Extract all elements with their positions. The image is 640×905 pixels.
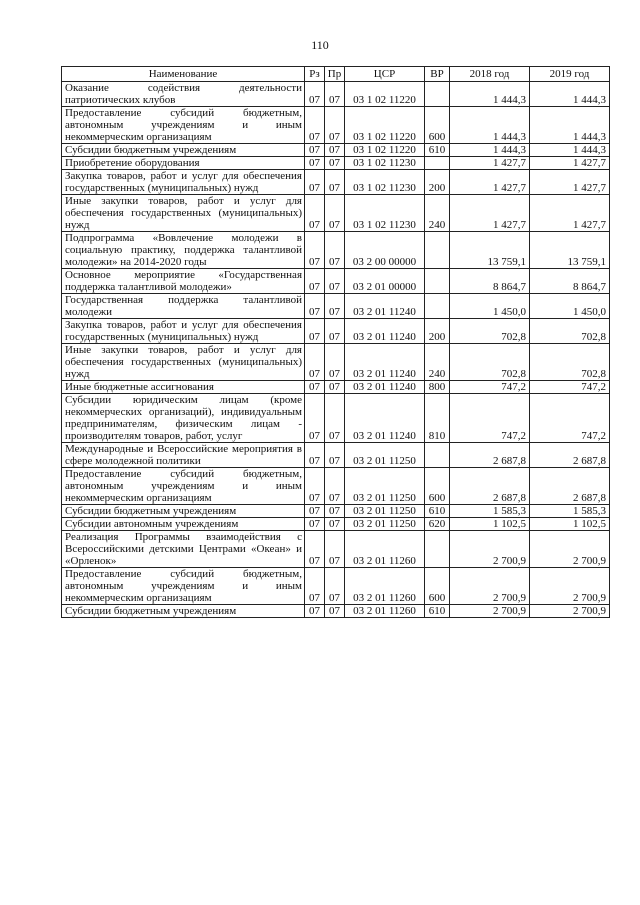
cell-name: Закупка товаров, работ и услуг для обеспечения государственных (муниципальных) нужд: [62, 319, 305, 344]
cell-2018: 702,8: [450, 319, 530, 344]
cell-2019: 2 687,8: [530, 443, 610, 468]
cell-rz: 07: [305, 294, 325, 319]
table-row: [62, 232, 610, 269]
cell-csr: 03 2 01 11260: [345, 605, 425, 618]
cell-2018: 2 700,9: [450, 531, 530, 568]
cell-2019: 1 450,0: [530, 294, 610, 319]
header-csr: ЦСР: [345, 67, 425, 82]
cell-name: Государственная поддержка талантливой молодежи: [62, 294, 305, 319]
cell-pr: 07: [325, 157, 345, 170]
cell-rz: 07: [305, 232, 325, 269]
cell-2018: 1 427,7: [450, 170, 530, 195]
cell-vr: [425, 232, 450, 269]
table-row: [62, 605, 610, 618]
cell-csr: 03 1 02 11220: [345, 144, 425, 157]
cell-name: Предоставление субсидий бюджетным, автономным учреждениям и иным некоммерческим организациям: [62, 568, 305, 605]
cell-2018: 1 585,3: [450, 505, 530, 518]
cell-vr: 200: [425, 319, 450, 344]
table-row: [62, 568, 610, 605]
cell-vr: 800: [425, 381, 450, 394]
cell-pr: 07: [325, 319, 345, 344]
cell-name: Международные и Всероссийские мероприятия в сфере молодежной политики: [62, 443, 305, 468]
cell-csr: 03 1 02 11230: [345, 170, 425, 195]
table-row: [62, 144, 610, 157]
cell-2019: 2 700,9: [530, 568, 610, 605]
cell-2018: 1 444,3: [450, 144, 530, 157]
cell-vr: 600: [425, 468, 450, 505]
cell-csr: 03 1 02 11220: [345, 82, 425, 107]
cell-rz: 07: [305, 107, 325, 144]
cell-2018: 2 687,8: [450, 468, 530, 505]
cell-csr: 03 2 00 00000: [345, 232, 425, 269]
cell-2019: 1 585,3: [530, 505, 610, 518]
cell-pr: 07: [325, 269, 345, 294]
cell-2018: 747,2: [450, 381, 530, 394]
cell-name: Реализация Программы взаимодействия с Всероссийскими детскими Центрами «Океан» и «Орленок»: [62, 531, 305, 568]
cell-name: Приобретение оборудования: [62, 157, 305, 170]
cell-pr: 07: [325, 531, 345, 568]
table-row: [62, 394, 610, 443]
cell-csr: 03 2 01 11260: [345, 568, 425, 605]
header-vr: ВР: [425, 67, 450, 82]
cell-name: Иные закупки товаров, работ и услуг для обеспечения государственных (муниципальных) нужд: [62, 195, 305, 232]
cell-name: Иные бюджетные ассигнования: [62, 381, 305, 394]
table-row: [62, 319, 610, 344]
cell-pr: 07: [325, 518, 345, 531]
cell-vr: 600: [425, 107, 450, 144]
cell-csr: 03 2 01 11240: [345, 294, 425, 319]
cell-rz: 07: [305, 195, 325, 232]
table-row: [62, 468, 610, 505]
cell-vr: [425, 157, 450, 170]
table-row: [62, 531, 610, 568]
cell-2019: 2 700,9: [530, 531, 610, 568]
table-row: [62, 294, 610, 319]
cell-2019: 13 759,1: [530, 232, 610, 269]
table-body: [62, 82, 610, 618]
cell-csr: 03 2 01 11240: [345, 381, 425, 394]
cell-rz: 07: [305, 468, 325, 505]
cell-rz: 07: [305, 344, 325, 381]
cell-csr: 03 2 01 11250: [345, 443, 425, 468]
header-rz: Рз: [305, 67, 325, 82]
cell-2019: 1 444,3: [530, 144, 610, 157]
cell-csr: 03 2 01 11250: [345, 518, 425, 531]
cell-2019: 2 700,9: [530, 605, 610, 618]
cell-2018: 2 687,8: [450, 443, 530, 468]
cell-2019: 702,8: [530, 319, 610, 344]
cell-vr: 600: [425, 568, 450, 605]
header-2019: 2019 год: [530, 67, 610, 82]
cell-vr: 810: [425, 394, 450, 443]
cell-csr: 03 2 01 00000: [345, 269, 425, 294]
cell-rz: 07: [305, 170, 325, 195]
cell-csr: 03 2 01 11250: [345, 468, 425, 505]
cell-rz: 07: [305, 82, 325, 107]
cell-name: Субсидии бюджетным учреждениям: [62, 144, 305, 157]
cell-pr: 07: [325, 82, 345, 107]
cell-pr: 07: [325, 294, 345, 319]
cell-2018: 1 427,7: [450, 157, 530, 170]
table-row: [62, 505, 610, 518]
cell-vr: [425, 269, 450, 294]
cell-2018: 747,2: [450, 394, 530, 443]
cell-rz: 07: [305, 518, 325, 531]
cell-vr: 610: [425, 505, 450, 518]
cell-rz: 07: [305, 443, 325, 468]
cell-pr: 07: [325, 232, 345, 269]
cell-name: Основное мероприятие «Государственная поддержка талантливой молодежи»: [62, 269, 305, 294]
cell-2018: 2 700,9: [450, 605, 530, 618]
table-row: [62, 443, 610, 468]
cell-2018: 8 864,7: [450, 269, 530, 294]
cell-2018: 1 444,3: [450, 107, 530, 144]
cell-name: Субсидии бюджетным учреждениям: [62, 605, 305, 618]
table-row: [62, 195, 610, 232]
cell-name: Субсидии юридическим лицам (кроме некоммерческих организаций), индивидуальным предпринимателям, физическим лицам - производителям товаров, работ, услуг: [62, 394, 305, 443]
cell-rz: 07: [305, 319, 325, 344]
cell-2019: 1 444,3: [530, 82, 610, 107]
cell-rz: 07: [305, 394, 325, 443]
cell-csr: 03 2 01 11240: [345, 344, 425, 381]
budget-table: [61, 66, 610, 618]
cell-pr: 07: [325, 344, 345, 381]
cell-name: Оказание содействия деятельности патриотических клубов: [62, 82, 305, 107]
cell-pr: 07: [325, 505, 345, 518]
cell-name: Иные закупки товаров, работ и услуг для обеспечения государственных (муниципальных) нужд: [62, 344, 305, 381]
cell-csr: 03 2 01 11260: [345, 531, 425, 568]
cell-pr: 07: [325, 568, 345, 605]
table-row: [62, 157, 610, 170]
cell-pr: 07: [325, 605, 345, 618]
cell-name: Субсидии автономным учреждениям: [62, 518, 305, 531]
cell-rz: 07: [305, 144, 325, 157]
cell-vr: [425, 443, 450, 468]
cell-name: Субсидии бюджетным учреждениям: [62, 505, 305, 518]
cell-vr: 200: [425, 170, 450, 195]
cell-2019: 8 864,7: [530, 269, 610, 294]
cell-rz: 07: [305, 505, 325, 518]
cell-pr: 07: [325, 195, 345, 232]
cell-name: Подпрограмма «Вовлечение молодежи в социальную практику, поддержка талантливой молодежи» на 2014-2020 годы: [62, 232, 305, 269]
cell-rz: 07: [305, 568, 325, 605]
cell-pr: 07: [325, 381, 345, 394]
header-name: Наименование: [62, 67, 305, 82]
cell-vr: 610: [425, 605, 450, 618]
cell-2019: 747,2: [530, 394, 610, 443]
cell-vr: [425, 82, 450, 107]
cell-vr: 240: [425, 195, 450, 232]
cell-2018: 1 102,5: [450, 518, 530, 531]
cell-pr: 07: [325, 107, 345, 144]
cell-pr: 07: [325, 144, 345, 157]
cell-2019: 1 427,7: [530, 170, 610, 195]
cell-pr: 07: [325, 394, 345, 443]
cell-rz: 07: [305, 157, 325, 170]
cell-vr: 240: [425, 344, 450, 381]
cell-2018: 1 427,7: [450, 195, 530, 232]
cell-csr: 03 1 02 11220: [345, 107, 425, 144]
cell-2018: 702,8: [450, 344, 530, 381]
page-number: 110: [311, 38, 329, 52]
cell-2019: 1 444,3: [530, 107, 610, 144]
cell-2018: 13 759,1: [450, 232, 530, 269]
cell-name: Предоставление субсидий бюджетным, автономным учреждениям и иным некоммерческим организациям: [62, 468, 305, 505]
cell-2019: 1 427,7: [530, 157, 610, 170]
cell-2018: 1 450,0: [450, 294, 530, 319]
cell-2019: 1 102,5: [530, 518, 610, 531]
table-header-row: [62, 67, 610, 82]
cell-pr: 07: [325, 468, 345, 505]
table-row: [62, 170, 610, 195]
cell-rz: 07: [305, 531, 325, 568]
header-pr: Пр: [325, 67, 345, 82]
table-row: [62, 518, 610, 531]
cell-vr: [425, 294, 450, 319]
table-row: [62, 107, 610, 144]
cell-name: Предоставление субсидий бюджетным, автономным учреждениям и иным некоммерческим организациям: [62, 107, 305, 144]
cell-rz: 07: [305, 381, 325, 394]
cell-csr: 03 2 01 11240: [345, 394, 425, 443]
cell-pr: 07: [325, 170, 345, 195]
cell-csr: 03 1 02 11230: [345, 157, 425, 170]
cell-2019: 747,2: [530, 381, 610, 394]
cell-vr: [425, 531, 450, 568]
table-row: [62, 269, 610, 294]
table-row: [62, 344, 610, 381]
cell-rz: 07: [305, 605, 325, 618]
cell-2019: 2 687,8: [530, 468, 610, 505]
cell-name: Закупка товаров, работ и услуг для обеспечения государственных (муниципальных) нужд: [62, 170, 305, 195]
cell-vr: 610: [425, 144, 450, 157]
cell-2018: 2 700,9: [450, 568, 530, 605]
cell-csr: 03 2 01 11250: [345, 505, 425, 518]
table-row: [62, 381, 610, 394]
cell-rz: 07: [305, 269, 325, 294]
cell-2019: 1 427,7: [530, 195, 610, 232]
cell-csr: 03 1 02 11230: [345, 195, 425, 232]
cell-2018: 1 444,3: [450, 82, 530, 107]
header-2018: 2018 год: [450, 67, 530, 82]
table-row: [62, 82, 610, 107]
cell-pr: 07: [325, 443, 345, 468]
cell-vr: 620: [425, 518, 450, 531]
cell-csr: 03 2 01 11240: [345, 319, 425, 344]
cell-2019: 702,8: [530, 344, 610, 381]
